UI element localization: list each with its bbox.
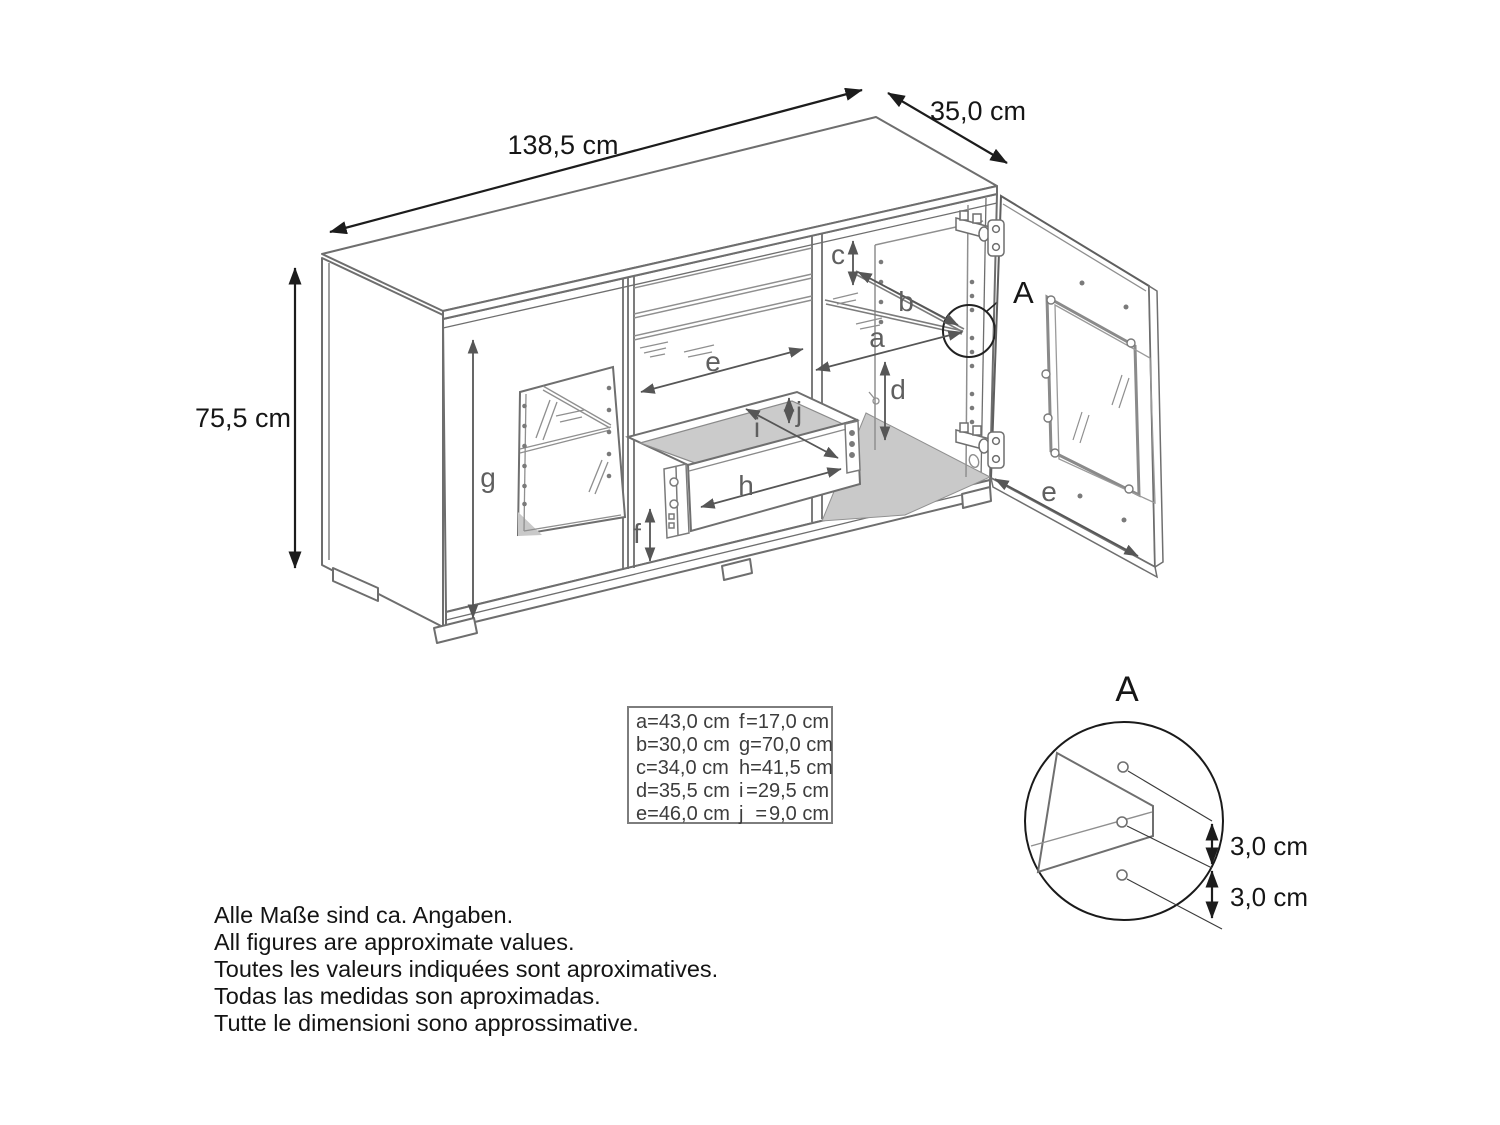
legend-key: d bbox=[636, 780, 648, 802]
legend-table bbox=[627, 706, 833, 824]
legend-key: c bbox=[636, 757, 646, 779]
legend-row bbox=[636, 803, 829, 826]
disclaimer-line-es: Todas las medidas son aproximadas. bbox=[214, 983, 601, 1009]
part-label-g: g bbox=[480, 462, 496, 493]
legend-value: 9,0 cm bbox=[768, 803, 829, 825]
height-dimension-label: 75,5 cm bbox=[194, 403, 292, 433]
legend-equals: = bbox=[646, 757, 658, 779]
legend-value: 17,0 cm bbox=[757, 711, 829, 733]
part-label-d: d bbox=[890, 374, 906, 405]
legend-row bbox=[636, 757, 833, 780]
legend-row bbox=[636, 711, 829, 734]
legend-key: b bbox=[636, 734, 648, 756]
legend-equals: = bbox=[746, 780, 758, 802]
depth-dimension-label: 35,0 cm bbox=[929, 96, 1027, 126]
legend-key: h bbox=[739, 757, 751, 779]
legend-equals: = bbox=[647, 711, 659, 733]
legend-equals: = bbox=[647, 780, 659, 802]
part-label-f: f bbox=[633, 518, 641, 549]
detail-a bbox=[1025, 670, 1308, 929]
legend-row bbox=[636, 734, 833, 757]
width-dimension-label: 138,5 cm bbox=[507, 130, 619, 160]
detail-dim-top-label: 3,0 cm bbox=[1230, 831, 1309, 861]
legend-key: i bbox=[739, 780, 744, 802]
detail-a-marker-label: A bbox=[1013, 275, 1034, 310]
door-glass-window bbox=[518, 367, 625, 535]
drawer-slide-left bbox=[664, 464, 689, 538]
legend-value: 46,0 cm bbox=[658, 803, 730, 825]
part-label-b: b bbox=[898, 286, 914, 317]
legend-equals: = bbox=[750, 734, 762, 756]
legend-equals: = bbox=[647, 803, 659, 825]
legend-equals: = bbox=[647, 734, 659, 756]
legend-row bbox=[636, 780, 829, 803]
legend-equals: = bbox=[750, 757, 762, 779]
legend-value: 30,0 cm bbox=[658, 734, 730, 756]
part-label-h: h bbox=[738, 470, 754, 501]
disclaimer-line-en: All figures are approximate values. bbox=[214, 929, 575, 955]
legend-key: f bbox=[739, 711, 745, 733]
part-label-i: i bbox=[753, 412, 761, 443]
legend-value: 41,5 cm bbox=[761, 757, 833, 779]
part-label-j: j bbox=[795, 396, 803, 427]
legend-value: 35,5 cm bbox=[658, 780, 730, 802]
part-label-e: e bbox=[705, 346, 721, 377]
part-label-e-door: e bbox=[1041, 476, 1057, 507]
detail-dim-bottom-label: 3,0 cm bbox=[1230, 882, 1309, 912]
part-label-a: a bbox=[869, 322, 885, 353]
legend-key: g bbox=[739, 734, 751, 756]
disclaimer-line-it: Tutte le dimensioni sono approssimative. bbox=[214, 1010, 639, 1036]
legend-key: e bbox=[636, 803, 648, 825]
detail-a-title: A bbox=[1115, 670, 1139, 709]
disclaimer-line-fr: Toutes les valeurs indiquées sont aproximatives. bbox=[214, 956, 719, 982]
legend-value: 43,0 cm bbox=[658, 711, 730, 733]
legend-key: a bbox=[636, 711, 648, 733]
drawer-slide-right bbox=[845, 421, 860, 473]
foot-middle bbox=[722, 559, 752, 580]
part-label-c: c bbox=[831, 239, 845, 270]
right-door-open bbox=[991, 196, 1163, 577]
legend-value: 29,5 cm bbox=[757, 780, 829, 802]
legend-key: j bbox=[739, 803, 744, 825]
disclaimer-notes bbox=[214, 902, 718, 1037]
left-door bbox=[518, 367, 625, 536]
legend-value: 70,0 cm bbox=[761, 734, 833, 756]
legend-equals: = bbox=[746, 711, 758, 733]
disclaimer-line-de: Alle Maße sind ca. Angaben. bbox=[214, 902, 514, 928]
legend-equals: = bbox=[755, 803, 768, 825]
legend-value: 34,0 cm bbox=[657, 757, 729, 779]
